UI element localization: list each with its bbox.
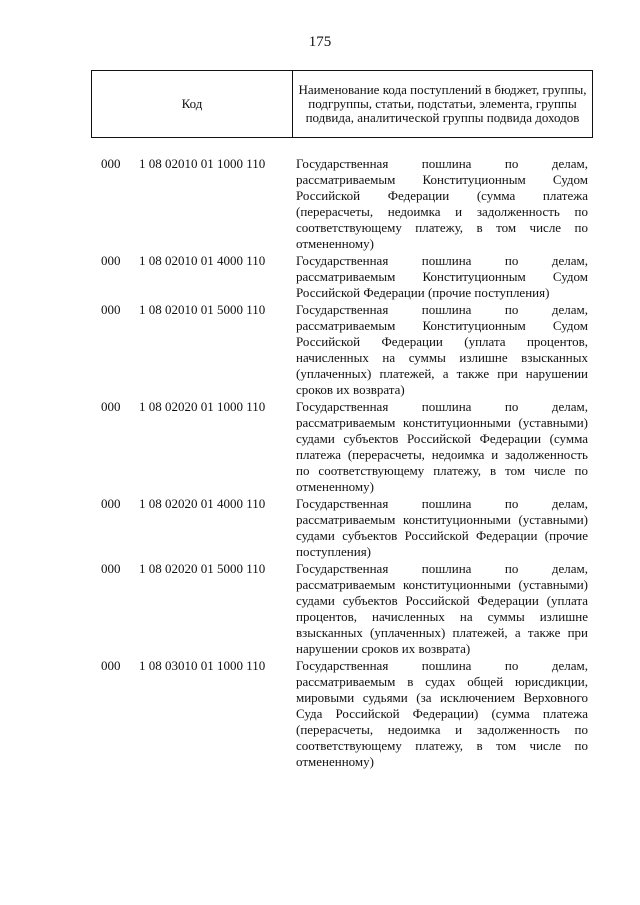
header-name: Наименование кода поступлений в бюджет, группы, подгруппы, статьи, подстатьи, элемента, группы подвида, аналитической группы подвида доходов bbox=[293, 71, 593, 138]
list-item bbox=[0, 156, 640, 252]
revenue-code: 1 08 02020 01 1000 110 bbox=[139, 399, 266, 414]
revenue-description: Государственная пошлина по делам, рассматриваемым в судах общей юрисдикции, мировыми судьями (за исключением Верховного Суда Российской Федерации) (сумма платежа (перерасчеты, недоимка и задолженность по соответствующему платежу, в том числе по отмененному) bbox=[296, 658, 588, 769]
revenue-description: Государственная пошлина по делам, рассматриваемым конституционными (уставными) судами субъектов Российской Федерации (уплата процентов, начисленных на суммы излишне взысканных (уплаченных) платежей, а также при нарушении сроков их возврата) bbox=[296, 561, 588, 656]
list-item bbox=[0, 658, 640, 770]
admin-code: 000 bbox=[101, 302, 121, 317]
revenue-description: Государственная пошлина по делам, рассматриваемым конституционными (уставными) судами субъектов Российской Федерации (сумма платежа (перерасчеты, недоимка и задолженность по соответствующему платежу, в том числе по отмененному) bbox=[296, 399, 588, 494]
revenue-code: 1 08 02020 01 4000 110 bbox=[139, 496, 266, 511]
admin-code: 000 bbox=[101, 253, 121, 268]
revenue-code-list bbox=[0, 156, 640, 771]
revenue-code: 1 08 02020 01 5000 110 bbox=[139, 561, 266, 576]
revenue-code: 1 08 02010 01 5000 110 bbox=[139, 302, 266, 317]
admin-code: 000 bbox=[101, 156, 121, 171]
admin-code: 000 bbox=[101, 561, 121, 576]
revenue-code: 1 08 03010 01 1000 110 bbox=[139, 658, 266, 673]
list-item bbox=[0, 253, 640, 301]
admin-code: 000 bbox=[101, 399, 121, 414]
list-item bbox=[0, 496, 640, 560]
revenue-code: 1 08 02010 01 1000 110 bbox=[139, 156, 266, 171]
header-table bbox=[91, 70, 593, 138]
revenue-description: Государственная пошлина по делам, рассматриваемым конституционными (уставными) судами субъектов Российской Федерации (прочие поступления) bbox=[296, 496, 588, 559]
revenue-code: 1 08 02010 01 4000 110 bbox=[139, 253, 266, 268]
revenue-description: Государственная пошлина по делам, рассматриваемым Конституционным Судом Российской Федерации (сумма платежа (перерасчеты, недоимка и задолженность по соответствующему платежу, в том числе по отмененному) bbox=[296, 156, 588, 251]
list-item bbox=[0, 561, 640, 657]
admin-code: 000 bbox=[101, 658, 121, 673]
list-item bbox=[0, 399, 640, 495]
admin-code: 000 bbox=[101, 496, 121, 511]
revenue-description: Государственная пошлина по делам, рассматриваемым Конституционным Судом Российской Федерации (уплата процентов, начисленных на суммы излишне взысканных (уплаченных) платежей, а также при нарушении сроков их возврата) bbox=[296, 302, 588, 397]
list-item bbox=[0, 302, 640, 398]
revenue-description: Государственная пошлина по делам, рассматриваемым Конституционным Судом Российской Федерации (прочие поступления) bbox=[296, 253, 588, 300]
header-code: Код bbox=[92, 71, 293, 138]
page-number: 175 bbox=[308, 34, 332, 50]
